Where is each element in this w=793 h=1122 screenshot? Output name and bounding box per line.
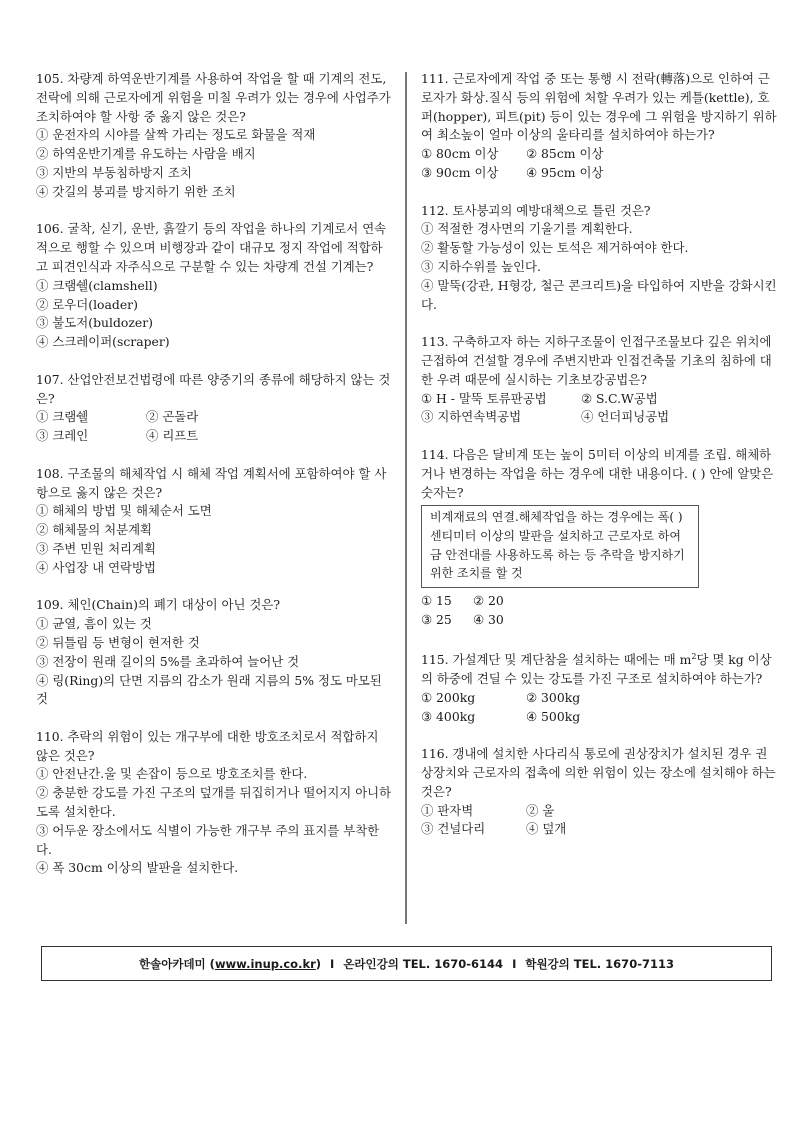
option-2: ② 활동할 가능성이 있는 토석은 제거하여야 한다. [421, 240, 689, 256]
separator: I [330, 956, 335, 971]
option-2: ② 울 [526, 802, 555, 818]
option-row [421, 820, 779, 839]
option-4: ④ 말뚝(강관, H형강, 철근 콘크리트)을 타입하여 지반을 강화시킨다. [421, 277, 777, 312]
option-1: ① 80cm 이상 [421, 146, 499, 162]
option-1: ① 운전자의 시야를 살짝 가리는 정도로 화물을 적재 [36, 127, 316, 143]
question-stem: 105. 차량계 하역운반기계를 사용하여 작업을 할 때 기계의 전도, 전락에 의해 근로자에게 위험을 미칠 우려가 있는 경우에 사업주가 조치하여야 할 사항 중 옳지 않은 것은? [36, 71, 391, 124]
paren-close: ) [315, 956, 322, 971]
option-1: ① 판자벽 [421, 802, 474, 818]
option-3: ③ 90cm 이상 [421, 164, 499, 180]
question-stem: 107. 산업안전보건법령에 따른 양중기의 종류에 해당하지 않는 것은? [36, 371, 391, 406]
question-stem: 109. 체인(Chain)의 폐기 대상이 아닌 것은? [36, 597, 281, 613]
right-column [421, 70, 779, 858]
academy-name: 한솔아카데미 ( [139, 956, 215, 971]
question-stem: 106. 굴착, 싣기, 운반, 흙깔기 등의 작업을 하나의 기계로서 연속적으로 행할 수 있으며 비행장과 같이 대규모 정지 작업에 적합하고 피견인식과 자주식으로 구분할 수 있는 차량계 건설 기계는? [36, 221, 387, 274]
option-2: ② 20 [473, 592, 504, 608]
question-107 [36, 371, 394, 446]
question-stem: 114. 다음은 달비계 또는 높이 5미터 이상의 비계를 조립. 해체하거나 변경하는 작업을 하는 경우에 대한 내용이다. ( ) 안에 알맞은 숫자는? [421, 446, 774, 500]
question-stem [421, 648, 779, 689]
stem-part: 당 몇 kg 이상의 하중에 견딜 수 있는 강도를 가진 구조로 설치하여야 하는가? [421, 652, 772, 687]
option-4: ④ 리프트 [146, 428, 199, 444]
option-1: ① 균열, 흠이 있는 것 [36, 616, 152, 632]
option-row [421, 708, 779, 727]
option-3: ③ 주변 민원 처리계획 [36, 540, 156, 556]
option-3: ③ 전장이 원래 길이의 5%를 초과하여 늘어난 것 [36, 653, 300, 669]
option-2: ② 하역운반기계를 유도하는 사람을 배지 [36, 146, 256, 162]
left-column [36, 70, 394, 897]
option-4: ④ 사업장 내 연락방법 [36, 559, 156, 575]
offline-lecture-tel: 학원강의 TEL. 1670-7113 [525, 956, 674, 971]
option-4: ④ 언더피닝공법 [581, 409, 670, 425]
option-4: ④ 500kg [526, 708, 581, 724]
option-1: ① 크램쉘(clamshell) [36, 277, 158, 293]
option-row [421, 164, 779, 183]
option-4: ④ 95cm 이상 [526, 164, 604, 180]
option-row [421, 802, 779, 821]
option-4: ④ 스크레이퍼(scraper) [36, 334, 170, 350]
option-1: ① 적절한 경사면의 기울기를 계획한다. [421, 221, 633, 237]
option-2: ② S.C.W공법 [581, 390, 658, 406]
option-2: ② 85cm 이상 [526, 146, 604, 162]
option-1: ① 200kg [421, 689, 476, 705]
option-row [421, 390, 779, 409]
question-113 [421, 333, 779, 427]
question-stem: 110. 추락의 위험이 있는 개구부에 대한 방호조치로서 적합하지 않은 것은? [36, 728, 379, 763]
question-stem: 113. 구축하고자 하는 지하구조물이 인접구조물보다 깊은 위치에 근접하여 건설할 경우에 주변지반과 인접건축물 기초의 침하에 대한 우려 때문에 실시하는 기초보강공법은? [421, 334, 772, 387]
question-112 [421, 202, 779, 315]
option-2: ② 로우더(loader) [36, 296, 138, 312]
column-divider [405, 72, 407, 924]
option-1: ① 크램쉘 [36, 409, 89, 425]
option-2: ② 300kg [526, 689, 581, 705]
question-109 [36, 596, 394, 709]
question-111 [421, 70, 779, 183]
option-3: ③ 건널다리 [421, 821, 486, 837]
option-3: ③ 25 [421, 611, 452, 627]
option-3: ③ 어두운 장소에서도 식별이 가능한 개구부 주의 표지를 부착한다. [36, 822, 380, 857]
condition-box: 비계재료의 연결.해체작업을 하는 경우에는 폭( )센티미터 이상의 발판을 설치하고 근로자로 하여금 안전대를 사용하도록 하는 등 추락을 방지하기 위한 조치를 할 것 [421, 505, 699, 587]
option-3: ③ 지하연속벽공법 [421, 409, 522, 425]
option-4: ④ 폭 30cm 이상의 발판을 설치한다. [36, 860, 239, 876]
option-2: ② 해체물의 처분계획 [36, 522, 153, 538]
footer-banner [41, 946, 772, 981]
question-106 [36, 220, 394, 352]
question-116 [421, 745, 779, 839]
option-row [421, 408, 779, 427]
option-4: ④ 덮개 [526, 821, 567, 837]
option-row [421, 145, 779, 164]
option-3: ③ 불도저(buldozer) [36, 315, 153, 331]
option-row [421, 592, 779, 611]
option-row [421, 611, 779, 630]
question-105 [36, 70, 394, 202]
academy-link[interactable]: www.inup.co.kr [214, 956, 316, 971]
superscript: 2 [691, 652, 697, 662]
question-115 [421, 648, 779, 726]
question-stem: 116. 갱내에 설치한 사다리식 통로에 권상장치가 설치된 경우 권상장치와 근로자의 접촉에 의한 위험이 있는 장소에 설치해야 하는 것은? [421, 746, 776, 799]
option-1: ① 안전난간.울 및 손잡이 등으로 방호조치를 한다. [36, 766, 308, 782]
option-4: ④ 30 [473, 611, 504, 627]
option-4: ④ 갓길의 붕괴를 방지하기 위한 조치 [36, 183, 236, 199]
option-row [421, 689, 779, 708]
question-stem: 108. 구조물의 해체작업 시 해체 작업 계획서에 포함하여야 할 사항으로 옳지 않은 것은? [36, 465, 387, 500]
option-3: ③ 지하수위를 높인다. [421, 258, 541, 274]
option-3: ③ 지반의 부동침하방지 조치 [36, 164, 192, 180]
question-stem: 112. 토사붕괴의 예방대책으로 틀린 것은? [421, 202, 651, 218]
option-3: ③ 크레인 [36, 428, 89, 444]
option-2: ② 충분한 강도를 가진 구조의 덮개를 뒤집히거나 떨어지지 아니하도록 설치한다. [36, 785, 392, 820]
option-4: ④ 링(Ring)의 단면 지름의 감소가 원래 지름의 5% 정도 마모된 것 [36, 672, 382, 707]
option-1: ① 15 [421, 592, 452, 608]
option-2: ② 뒤틀림 등 변형이 현저한 것 [36, 634, 200, 650]
stem-part: 115. 가설계단 및 계단참을 설치하는 때에는 매 m [421, 652, 692, 668]
question-114 [421, 446, 779, 629]
option-1: ① 해체의 방법 및 해체순서 도면 [36, 503, 212, 519]
option-3: ③ 400kg [421, 708, 476, 724]
separator: I [512, 956, 517, 971]
option-row [36, 427, 394, 446]
question-stem: 111. 근로자에게 작업 중 또는 통행 시 전락(轉落)으로 인하여 근로자가 화상.질식 등의 위험에 처할 우려가 있는 케틀(kettle), 호퍼(hopper), 피트(pit) 등이 있는 경우에 그 위험을 방지하기 위하여 최소높이 얼마 이상의 울타리를 설치하여야 하는가? [421, 71, 777, 143]
question-110 [36, 728, 394, 878]
option-1: ① H - 말뚝 토류판공법 [421, 390, 547, 406]
option-row [36, 408, 394, 427]
question-108 [36, 465, 394, 578]
online-lecture-tel: 온라인강의 TEL. 1670-6144 [343, 956, 504, 971]
option-2: ② 곤돌라 [146, 409, 199, 425]
